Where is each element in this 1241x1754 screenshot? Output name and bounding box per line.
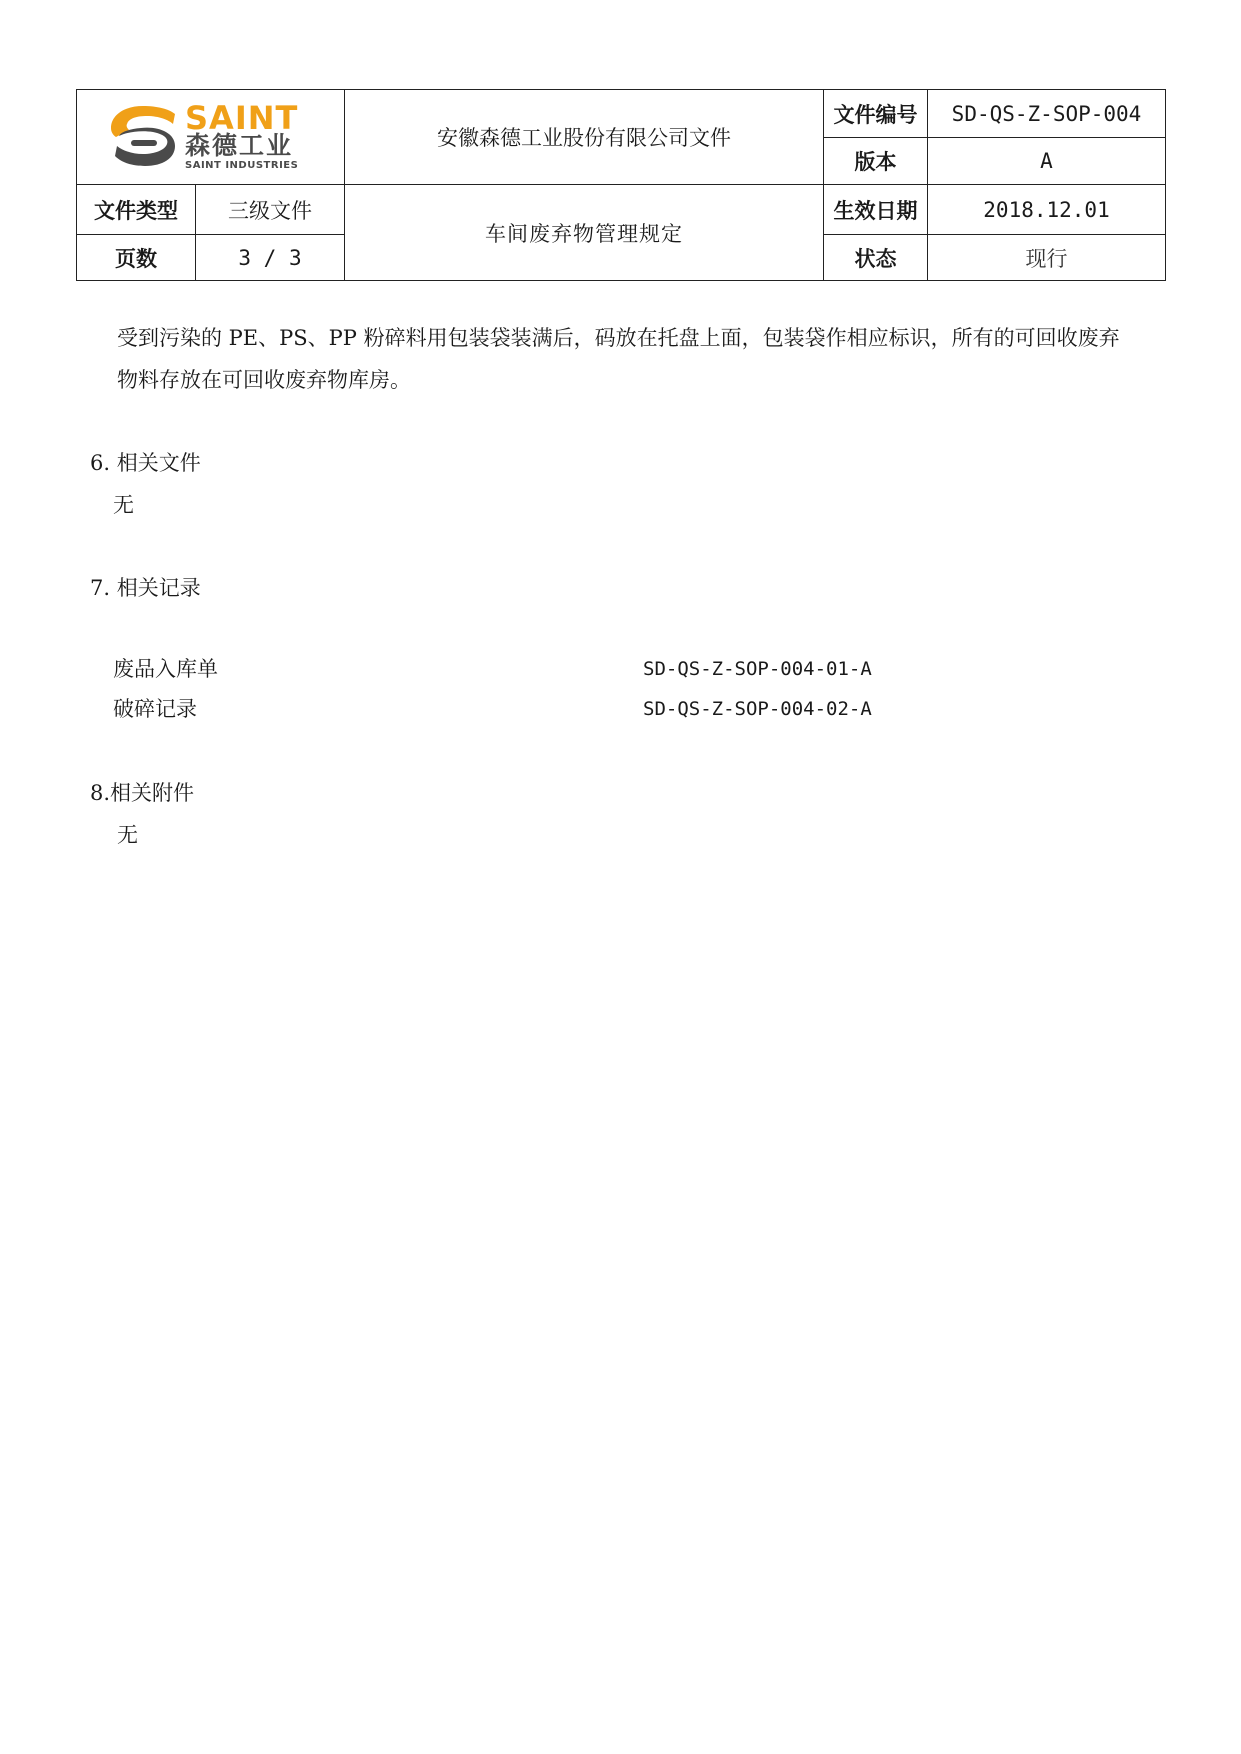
record-code: SD-QS-Z-SOP-004-01-A <box>643 658 872 680</box>
doc-number-value: SD-QS-Z-SOP-004 <box>928 90 1166 138</box>
status-label: 状态 <box>824 235 928 281</box>
company-name: 安徽森德工业股份有限公司文件 <box>345 90 824 185</box>
document-title: 车间废弃物管理规定 <box>345 185 824 281</box>
record-code: SD-QS-Z-SOP-004-02-A <box>643 698 872 720</box>
saint-logo-icon <box>107 102 179 170</box>
paragraph-line-2: 物料存放在可回收废弃物库房。 <box>117 368 411 392</box>
section-8-content: 无 <box>117 823 138 847</box>
doc-type-label: 文件类型 <box>77 185 196 235</box>
section-6-content: 无 <box>113 493 134 517</box>
doc-number-label: 文件编号 <box>824 90 928 138</box>
section-6-title: 6. 相关文件 <box>90 451 201 475</box>
version-value: A <box>928 138 1166 185</box>
logo-english-name: SAINT INDUSTRIES <box>185 160 299 171</box>
page-count-label: 页数 <box>77 235 196 281</box>
page-count-value: 3 / 3 <box>196 235 345 281</box>
record-name: 废品入库单 <box>113 657 218 681</box>
doc-type-value: 三级文件 <box>196 185 345 235</box>
paragraph-line-1: 受到污染的 PE、PS、PP 粉碎料用包装袋装满后，码放在托盘上面，包装袋作相应标识，所有的可回收废弃 <box>117 326 1120 350</box>
company-logo <box>107 99 317 171</box>
logo-wordmark: SAINT <box>185 99 299 137</box>
effective-date-label: 生效日期 <box>824 185 928 235</box>
effective-date-value: 2018.12.01 <box>928 185 1166 235</box>
version-label: 版本 <box>824 138 928 185</box>
logo-chinese-name: 森德工业 <box>185 131 294 160</box>
document-header-table <box>76 89 1166 281</box>
section-7-title: 7. 相关记录 <box>90 576 201 600</box>
status-value: 现行 <box>928 235 1166 281</box>
section-8-title: 8.相关附件 <box>90 781 195 805</box>
logo-cell <box>77 90 345 185</box>
record-name: 破碎记录 <box>113 697 197 721</box>
